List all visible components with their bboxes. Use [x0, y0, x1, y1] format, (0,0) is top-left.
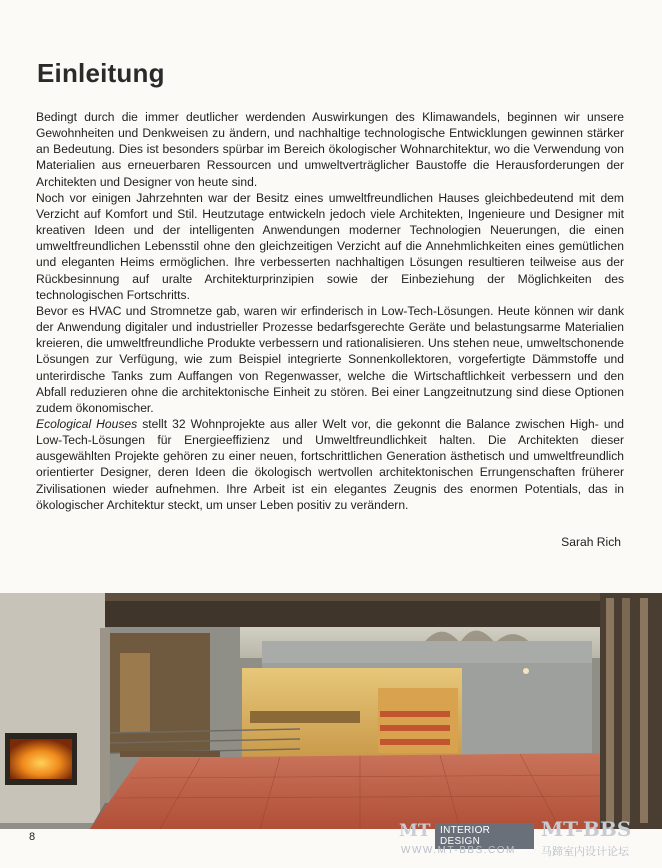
page-title: Einleitung — [37, 58, 165, 88]
paragraph: Bevor es HVAC und Stromnetze gab, waren wir erfinderisch in Low-Tech-Lösungen. Heute können wir dank der Anwendung digitaler und industrieller Prozesse bedarfsgerechte Geräte und belastungsarme Materialien kreieren, die umweltfreundliche Produkte verbessern und rationalisieren. Uns stehen neue, umweltschonende Lösungen zur Verfügung, wie zum Beispiel integrierte Sonnenkollektoren, vorgefertigte Dämmstoffe und unterirdische Tanks zum Auffangen von Regenwasser, welche die Wirtschaftlichkeit verbessern und den Abfall reduzieren ohne die architektonische Einheit zu stören. Bei einer Langzeitnutzung sind diese Optionen zudem ökonomischer. — [36, 303, 624, 415]
book-title: Ecological Houses — [36, 416, 138, 431]
paragraph: Noch vor einigen Jahrzehnten war der Besitz eines umweltfreundlichen Hauses gleichbedeutend mit dem Verzicht auf Komfort und Stil. Heutzutage entwickeln jedoch viele Architekten, Ingenieure und Designer mit kreativen Ideen und der intelligenten Anwendungen moderner Technologien Neuerungen, die einen umweltfreundlichen Lebensstil ohne den gleichzeitigen Verzicht auf die Annehmlichkeiten eines gemütlichen und eleganten Heims ermöglichen. Ihre verbesserten nachhaltigen Lösungen resultieren teilweise aus der Rückbesinnung auf uralte Architekturprinzipien sowie der Einbeziehung der Möglichkeiten des technologischen Fortschritts. — [36, 190, 624, 302]
watermark-badge — [399, 821, 534, 847]
paragraph — [36, 416, 624, 513]
watermark-label: INTERIOR DESIGN — [435, 823, 534, 849]
paragraph-text: stellt 32 Wohnprojekte aus aller Welt vor, die gekonnt die Balance zwischen High- und Low-Tech-Lösungen für Energieeffizienz und Umweltfreundlichkeit halten. Die Architekten dieser ausgewählten Projekte gehören zu einer neuen, fortschrittlichen Generation ästhetisch und umweltfreundlich orientierter Designer, deren Ideen die ökologisch wertvollen architektonischen Errungenschaften früherer Zivilisationen wieder aufnehmen. Ihre Arbeit ist ein elegantes Zeugnis des enormen Potentials, das in ökologischer Architektur steckt, um unser Leben positiv zu verändern. — [36, 416, 624, 512]
watermark-mt: MT — [399, 821, 431, 841]
watermark-url: WWW.MT-BBS.COM — [401, 845, 516, 856]
watermark-logo: MT-BBS — [541, 817, 632, 841]
paragraph: Bedingt durch die immer deutlicher werdenden Auswirkungen des Klimawandels, beginnen wir unsere Gewohnheiten und Denkweisen zu ändern, und nachhaltige technologische Entwicklungen gewinnen stärker an Bedeutung. Dies ist besonders spürbar im Bereich ökologischer Wohnarchitektur, wo die Verwendung von Materialien aus erneuerbaren Ressourcen und umweltverträglicher Baustoffe die Herausforderungen der Architekten und Designer von heute sind. — [36, 110, 624, 189]
house-photo — [0, 593, 662, 829]
watermark-cn: 马蹄室内设计论坛 — [541, 846, 629, 858]
author-name: Sarah Rich — [561, 535, 621, 549]
page-number: 8 — [29, 831, 36, 843]
body-text — [36, 109, 624, 513]
